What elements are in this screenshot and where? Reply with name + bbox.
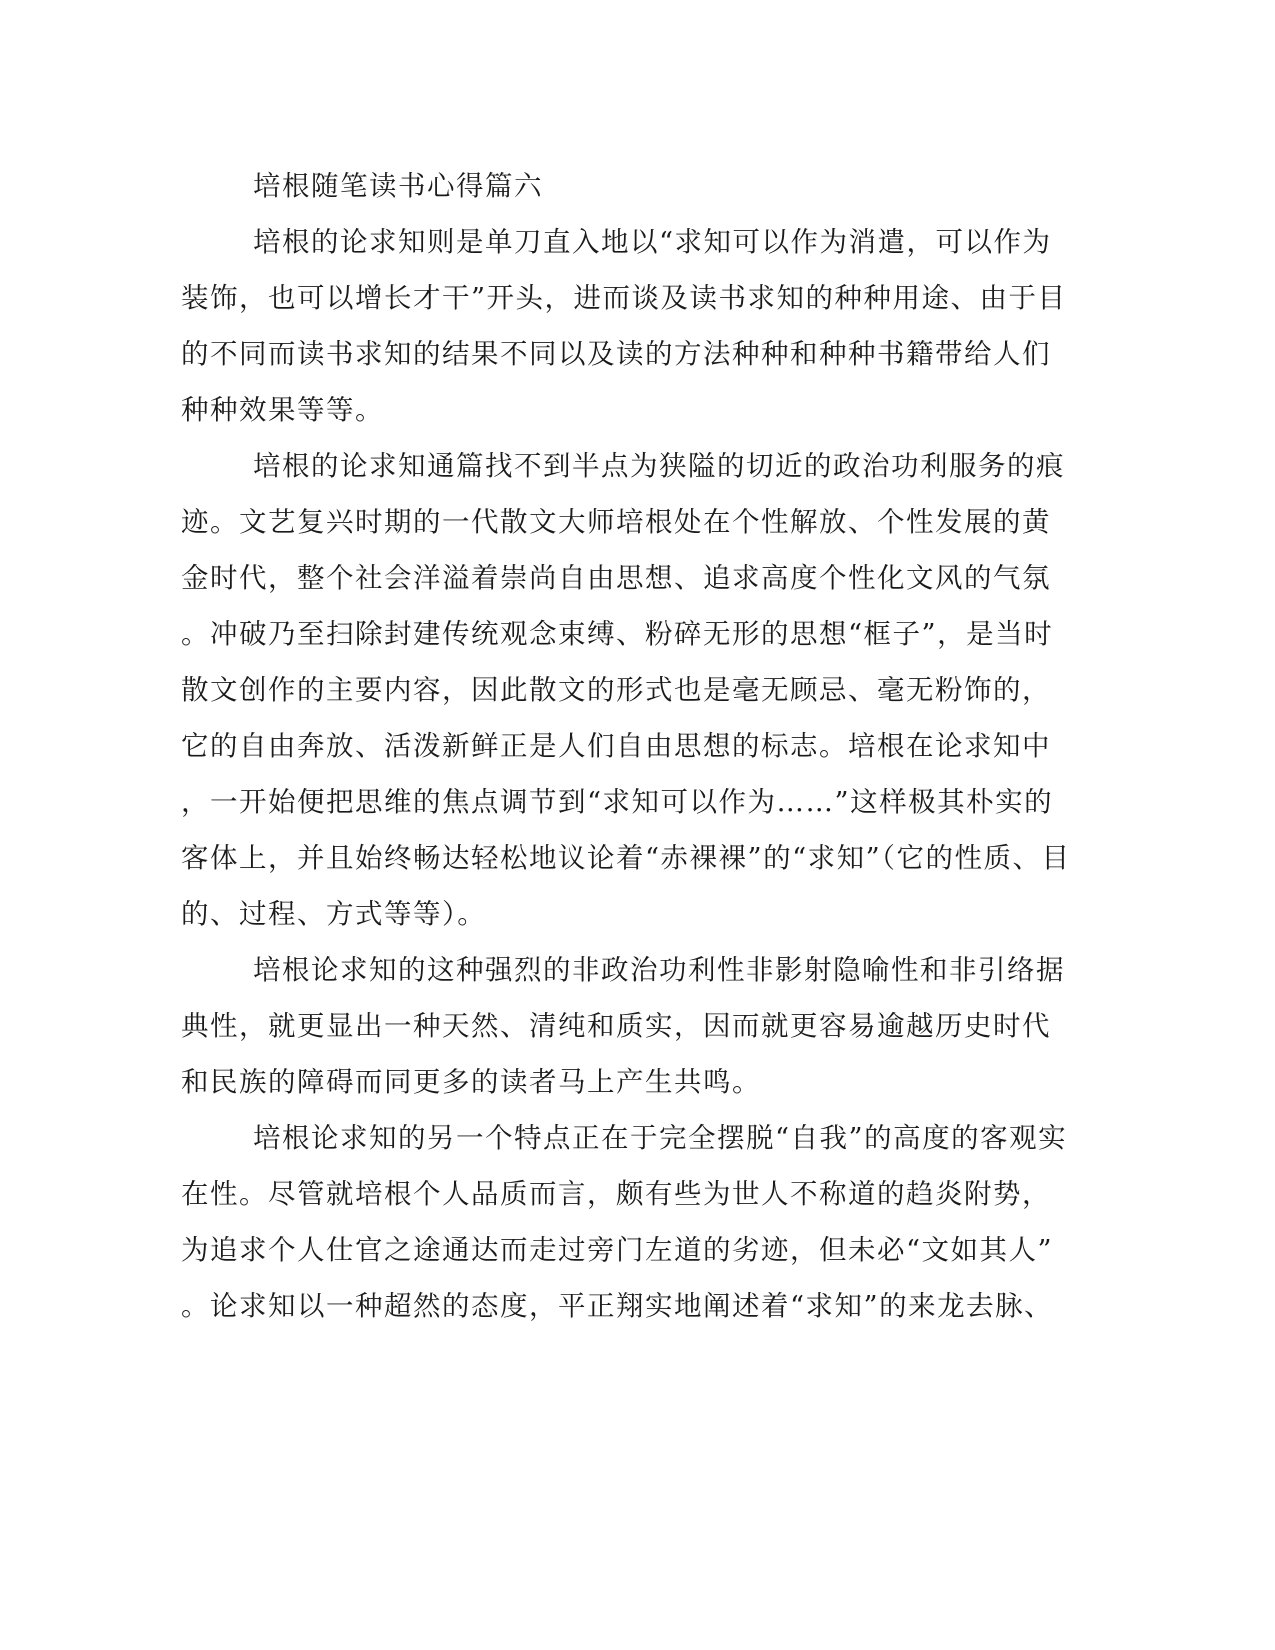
paragraph-4-line-3: 为追求个人仕官之途通达而走过旁门左道的劣迹，但未必“文如其人”: [181, 1234, 1054, 1266]
paragraph-2-line-2: 迹。文艺复兴时期的一代散文大师培根处在个性解放、个性发展的黄: [181, 506, 1051, 538]
paragraph-1-line-3: 的不同而读书求知的结果不同以及读的方法种种和种种书籍带给人们: [181, 338, 1051, 370]
paragraph-1-line-1: 培根的论求知则是单刀直入地以“求知可以作为消遣，可以作为: [253, 226, 1052, 258]
paragraph-2-line-7: ，一开始便把思维的焦点调节到“求知可以作为……”这样极其朴实的: [181, 786, 1054, 818]
paragraph-1-line-4: 种种效果等等。: [181, 394, 384, 426]
paragraph-3-line-2: 典性，就更显出一种天然、清纯和质实，因而就更容易逾越历史时代: [181, 1010, 1051, 1042]
paragraph-1-line-2: 装饰，也可以增长才干”开头，进而谈及读书求知的种种用途、由于目: [181, 282, 1067, 314]
paragraph-4-line-4: 。论求知以一种超然的态度，平正翔实地阐述着“求知”的来龙去脉、: [181, 1290, 1054, 1322]
paragraph-2-line-8: 客体上，并且始终畅达轻松地议论着“赤裸裸”的“求知”（它的性质、目: [181, 842, 1071, 874]
paragraph-2-line-1: 培根的论求知通篇找不到半点为狭隘的切近的政治功利服务的痕: [253, 450, 1065, 482]
document-heading: 培根随笔读书心得篇六: [253, 170, 543, 202]
paragraph-3-line-3: 和民族的障碍而同更多的读者马上产生共鸣。: [181, 1066, 761, 1098]
paragraph-2-line-3: 金时代，整个社会洋溢着崇尚自由思想、追求高度个性化文风的气氛: [181, 562, 1051, 594]
paragraph-3-line-1: 培根论求知的这种强烈的非政治功利性非影射隐喻性和非引络据: [253, 954, 1065, 986]
paragraph-2-line-6: 它的自由奔放、活泼新鲜正是人们自由思想的标志。培根在论求知中: [181, 730, 1051, 762]
document-body: [181, 158, 1071, 1334]
paragraph-2-line-5: 散文创作的主要内容，因此散文的形式也是毫无顾忌、毫无粉饰的，: [181, 674, 1051, 706]
paragraph-4-line-1: 培根论求知的另一个特点正在于完全摆脱“自我”的高度的客观实: [253, 1122, 1068, 1154]
paragraph-2-line-4: 。冲破乃至扫除封建传统观念束缚、粉碎无形的思想“框子”，是当时: [181, 618, 1054, 650]
paragraph-4-line-2: 在性。尽管就培根个人品质而言，颇有些为世人不称道的趋炎附势，: [181, 1178, 1051, 1210]
paragraph-2-line-9: 的、过程、方式等等）。: [181, 898, 487, 930]
